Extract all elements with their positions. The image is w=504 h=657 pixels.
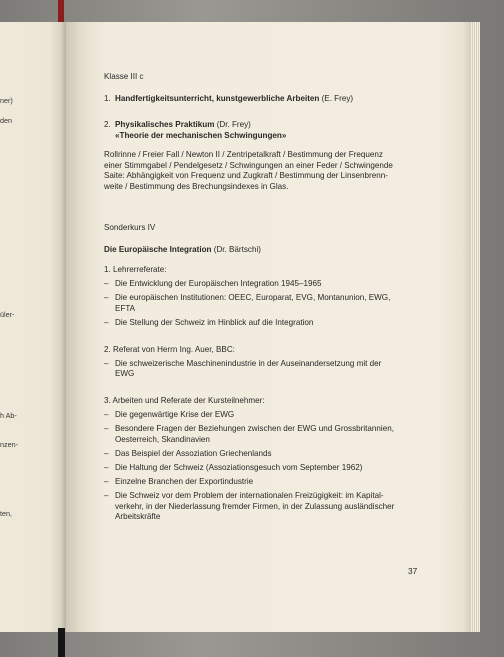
body-line: weite / Bestimmung des Brechungsindexes in Glas.: [104, 182, 289, 192]
course-title: Handfertigkeitsunterricht, kunstgewerbliche Arbeiten: [115, 93, 320, 103]
list-item: [104, 491, 424, 524]
course-teacher: (Dr. Frey): [216, 119, 251, 129]
list-item: [104, 449, 424, 460]
list-item: [104, 359, 424, 381]
list-item-line: Die europäischen Institutionen: OEEC, Europarat, EVG, Montanunion, EWG,: [115, 292, 391, 302]
list-item-line: Die schweizerische Maschinenindustrie in der Auseinandersetzung mit der: [115, 358, 382, 368]
list-item-line: EFTA: [115, 303, 136, 313]
course-2-body: [104, 150, 424, 194]
list-item-line: Arbeitskräfte: [115, 512, 161, 522]
list-item: [104, 424, 424, 446]
list-item-line: Besondere Fragen der Beziehungen zwischen der EWG und Grossbritannien,: [115, 424, 394, 434]
page-number: 37: [408, 566, 418, 576]
course-2: [104, 120, 424, 142]
list-item: [104, 293, 424, 315]
list-item-line: Oesterreich, Skandinavien: [115, 435, 210, 445]
course-teacher: (E. Frey): [321, 93, 354, 103]
bookmark-ribbon-bottom: [58, 628, 65, 657]
section-3: [104, 396, 424, 523]
section-2: [104, 345, 424, 381]
eu-course-title: [104, 245, 424, 256]
course-title: Physikalisches Praktikum: [115, 119, 215, 129]
left-page-fragment: den: [0, 116, 12, 125]
list-item-line: Das Beispiel der Assoziation Griechenlands: [115, 448, 272, 458]
item-number: 2.: [104, 119, 111, 129]
left-page-fragment: nzen-: [0, 440, 18, 449]
list-item: [104, 477, 424, 488]
course-subtitle: «Theorie der mechanischen Schwingungen»: [115, 130, 287, 140]
list-item-line: Die Stellung der Schweiz im Hinblick auf die Integration: [115, 317, 314, 327]
list-item-line: verkehr, in der Niederlassung fremder Firmen, in der Zulassung ausländischer: [115, 501, 395, 511]
dash: –: [104, 424, 109, 434]
list-item-line: Einzelne Branchen der Exportindustrie: [115, 476, 254, 486]
list-item: [104, 410, 424, 421]
dash: –: [104, 358, 109, 368]
list-item-line: Die gegenwärtige Krise der EWG: [115, 410, 235, 420]
item-number: 1.: [104, 93, 111, 103]
left-page-fragment: h Ab-: [0, 411, 17, 420]
dash: –: [104, 490, 109, 500]
dash: –: [104, 292, 109, 302]
list-item-line: Die Haltung der Schweiz (Assoziationsgesuch vom September 1962): [115, 462, 363, 472]
body-line: Saite: Abhängigkeit von Frequenz und Zugkraft / Bestimmung der Linsenbrenn-: [104, 171, 388, 181]
left-page-fragment: ner): [0, 96, 13, 105]
dash: –: [104, 278, 109, 288]
dash: –: [104, 448, 109, 458]
document-body: [104, 72, 424, 523]
section-1: [104, 265, 424, 329]
section-heading: 2. Referat von Herrn Ing. Auer, BBC:: [104, 344, 235, 354]
left-page-fragment: üler-: [0, 310, 15, 319]
list-item: [104, 318, 424, 329]
page-edge: [470, 22, 480, 632]
dash: –: [104, 410, 109, 420]
left-page: [0, 22, 66, 632]
course-title: Die Europäische Integration: [104, 245, 212, 255]
sonderkurs-heading: Sonderkurs IV: [104, 223, 156, 233]
class-heading: Klasse III c: [104, 72, 144, 81]
body-line: Rollrinne / Freier Fall / Newton II / Zentripetalkraft / Bestimmung der Frequenz: [104, 149, 383, 159]
course-1: [104, 94, 424, 105]
course-teacher: (Dr. Bärtschi): [213, 245, 261, 255]
left-page-fragment: ten,: [0, 509, 12, 518]
list-item-line: Die Schweiz vor dem Problem der internationalen Freizügigkeit: im Kapital-: [115, 490, 384, 500]
section-heading: 1. Lehrerreferate:: [104, 265, 167, 275]
list-item-line: EWG: [115, 369, 135, 379]
list-item: [104, 279, 424, 290]
list-item: [104, 463, 424, 474]
body-line: einer Stimmgabel / Pendelgesetz / Schwingungen an einer Feder / Schwingende: [104, 160, 393, 170]
dash: –: [104, 317, 109, 327]
section-heading: 3. Arbeiten und Referate der Kursteilnehmer:: [104, 396, 265, 406]
dash: –: [104, 476, 109, 486]
dash: –: [104, 462, 109, 472]
list-item-line: Die Entwicklung der Europäischen Integration 1945–1965: [115, 278, 322, 288]
